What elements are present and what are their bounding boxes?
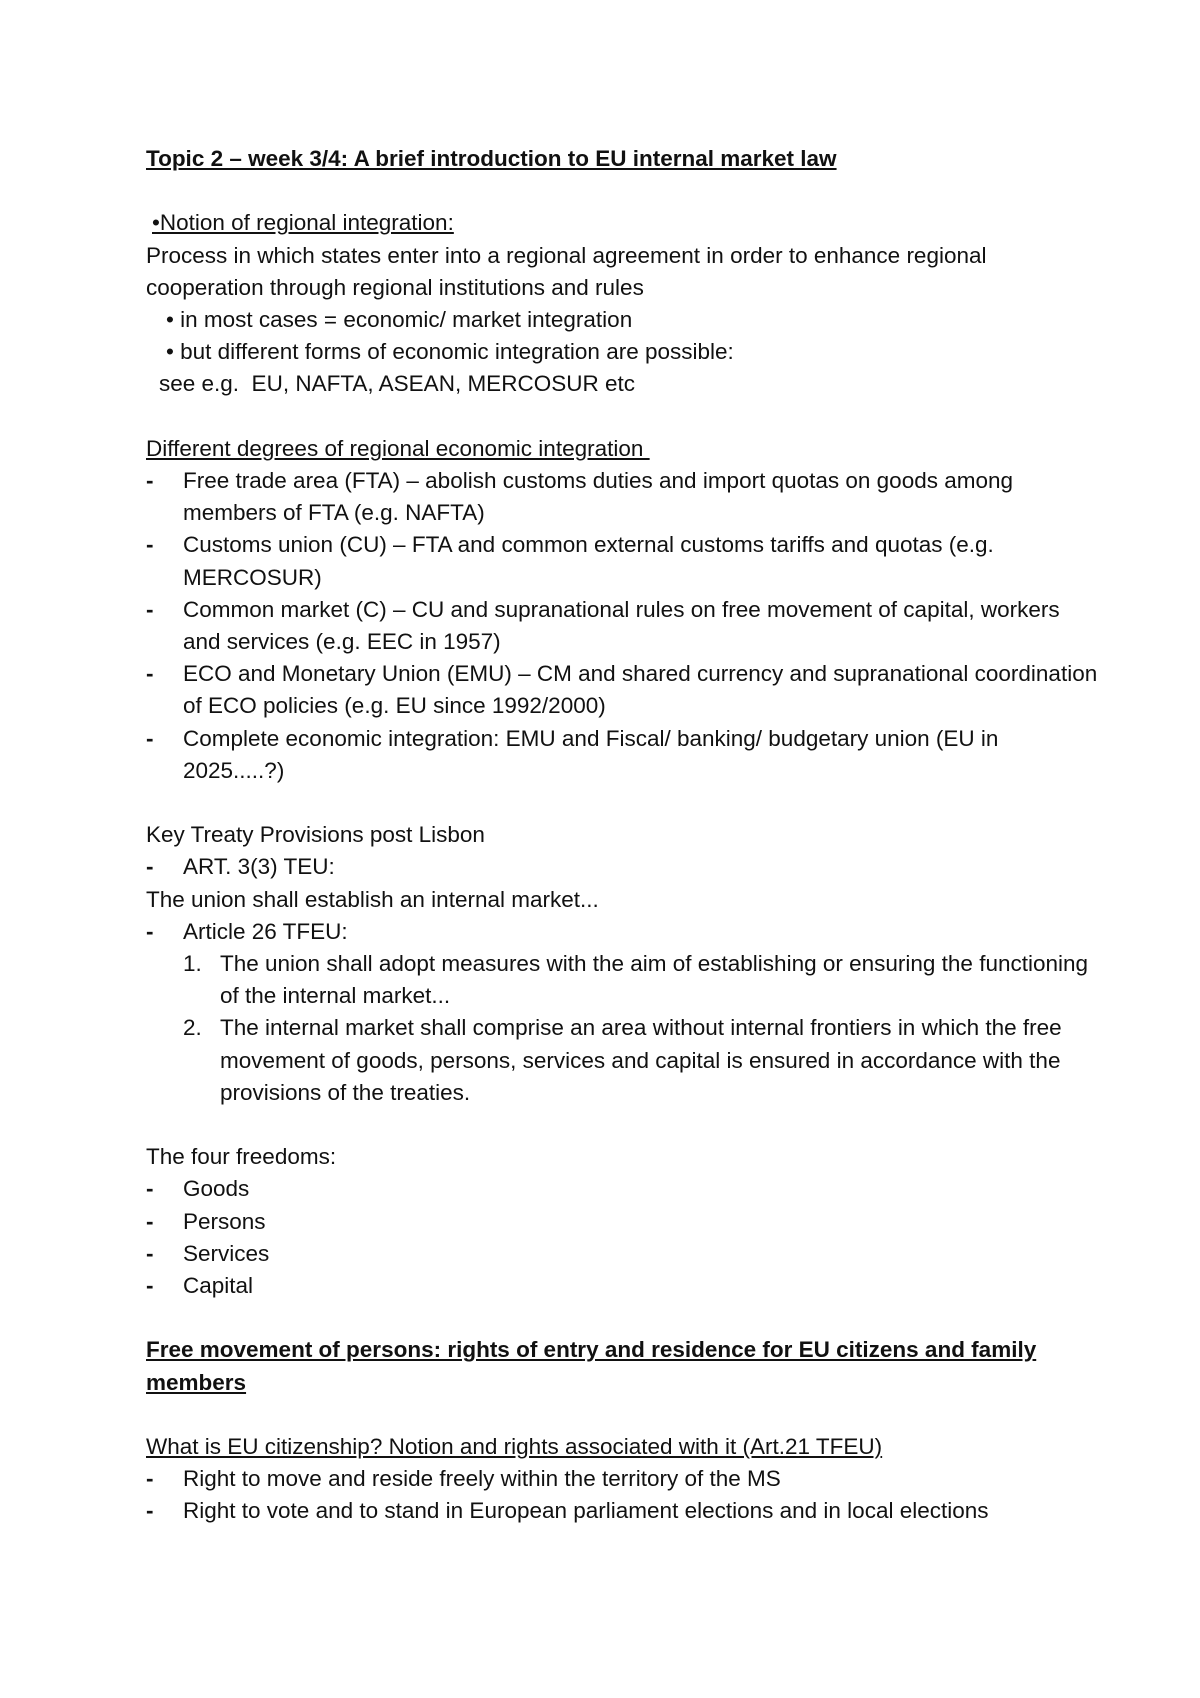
dash-marker: - <box>146 468 154 493</box>
list-item <box>146 529 1100 593</box>
degree-item-text: Customs union (CU) – FTA and common external customs tariffs and quotas (e.g. MERCOSUR) <box>183 532 994 590</box>
dash-marker: - <box>146 661 154 687</box>
numbered-item-text: The union shall adopt measures with the aim of establishing or ensuring the functioning of the internal market... <box>220 951 1089 1009</box>
dash-marker: - <box>146 1273 154 1299</box>
dash-marker: - <box>146 1498 154 1524</box>
degree-item-text: Free trade area (FTA) – abolish customs duties and import quotas on goods among members of FTA (e.g. NAFTA) <box>183 468 1014 526</box>
degree-item-text: Complete economic integration: EMU and Fiscal/ banking/ budgetary union (EU in 2025.....?) <box>183 725 999 783</box>
list-item <box>146 465 1100 529</box>
item-number: 2. <box>183 1015 202 1041</box>
item-number: 1. <box>183 951 202 977</box>
art3-text: The union shall establish an internal market... <box>146 886 599 912</box>
treaty-heading: Key Treaty Provisions post Lisbon <box>146 822 485 848</box>
citizenship-right: Right to vote and to stand in European parliament elections and in local elections <box>183 1498 989 1524</box>
page-title: Topic 2 – week 3/4: A brief introduction to EU internal market law <box>146 146 837 171</box>
degrees-heading: Different degrees of regional economic integration <box>146 435 650 461</box>
numbered-item-text: The internal market shall comprise an area without internal frontiers in which the free movement of goods, persons, services and capital is ensured in accordance with the provisions of the treaties. <box>220 1015 1062 1105</box>
dash-marker: - <box>146 1466 154 1492</box>
dash-marker: - <box>146 532 154 558</box>
dash-marker: - <box>146 1208 154 1234</box>
list-item <box>146 1238 1100 1270</box>
freedom-item: Services <box>183 1240 270 1266</box>
degree-item-text: ECO and Monetary Union (EMU) – CM and shared currency and supranational coordination of ECO policies (e.g. EU since 1992/2000) <box>183 661 1098 719</box>
dash-marker: - <box>146 1240 154 1266</box>
dash-marker: - <box>146 854 154 880</box>
list-item <box>146 1463 1100 1495</box>
numbered-item <box>146 1012 1100 1109</box>
dash-marker: - <box>146 1176 154 1202</box>
list-item <box>146 658 1100 722</box>
citizenship-heading: What is EU citizenship? Notion and rights associated with it (Art.21 TFEU) <box>146 1434 883 1460</box>
citizenship-right: Right to move and reside freely within the territory of the MS <box>183 1466 781 1492</box>
regional-integration-heading: •Notion of regional integration: <box>152 210 454 236</box>
list-item <box>146 916 1100 948</box>
freedom-item: Persons <box>183 1208 266 1234</box>
art3-label: ART. 3(3) TEU: <box>183 854 335 880</box>
freedom-item: Goods <box>183 1176 250 1202</box>
list-item <box>146 1495 1100 1527</box>
persons-heading: Free movement of persons: rights of entry and residence for EU citizens and family members <box>146 1337 1037 1395</box>
dash-marker: - <box>146 725 154 751</box>
art26-label: Article 26 TFEU: <box>183 918 348 944</box>
list-item <box>146 1173 1100 1205</box>
list-item <box>146 1206 1100 1238</box>
degree-item-text: Common market (C) – CU and supranational rules on free movement of capital, workers and services (e.g. EEC in 1957) <box>183 596 1060 655</box>
regional-integration-definition: Process in which states enter into a regional agreement in order to enhance regional cooperation through regional institutions and rules <box>146 242 987 300</box>
dash-marker: - <box>146 918 154 944</box>
list-item <box>146 851 1100 883</box>
list-item <box>146 594 1100 658</box>
freedoms-heading: The four freedoms: <box>146 1144 337 1170</box>
regional-bullet: • but different forms of economic integration are possible: <box>166 339 734 365</box>
list-item <box>146 1270 1100 1302</box>
dash-marker: - <box>146 596 154 622</box>
regional-examples: see e.g. EU, NAFTA, ASEAN, MERCOSUR etc <box>159 371 635 397</box>
regional-bullet: • in most cases = economic/ market integration <box>166 307 633 332</box>
freedom-item: Capital <box>183 1273 254 1299</box>
numbered-item <box>146 948 1100 1012</box>
list-item <box>146 723 1100 787</box>
